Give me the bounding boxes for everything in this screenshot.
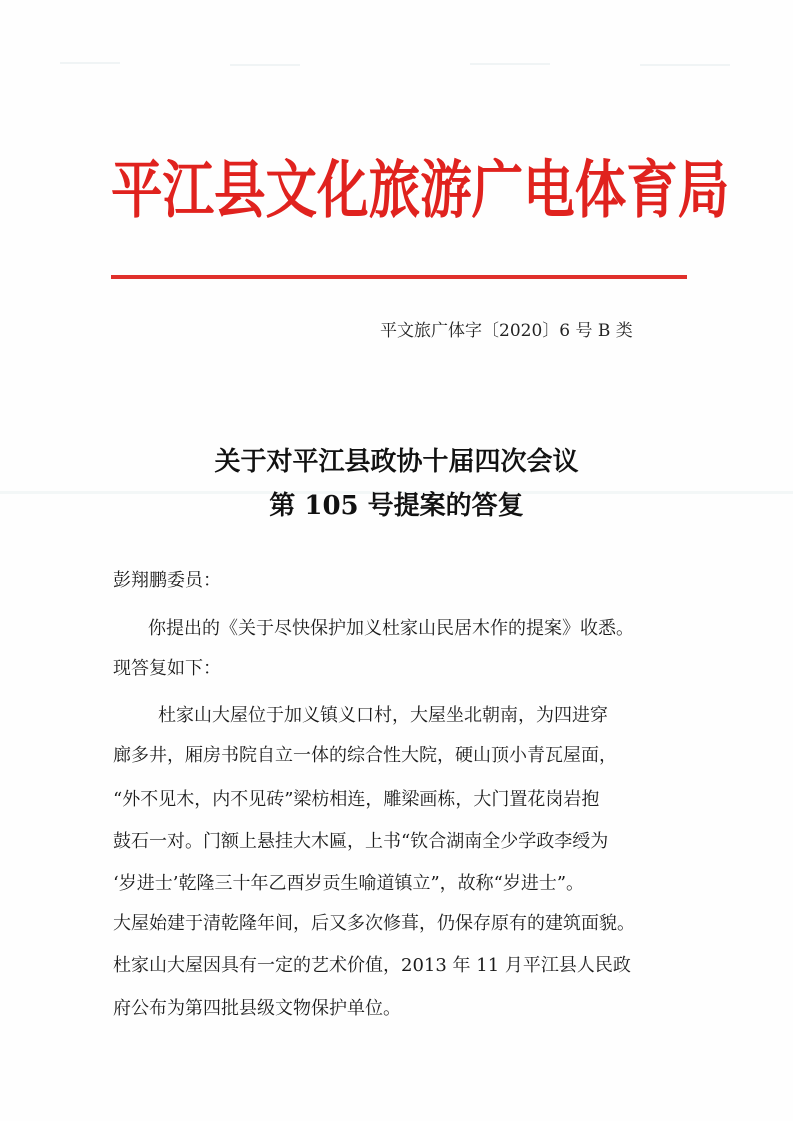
scan-artifact (230, 64, 300, 66)
body-line: 你提出的《关于尽快保护加义杜家山民居木作的提案》收悉。 (148, 618, 634, 639)
scan-artifact (470, 63, 550, 65)
scan-artifact (60, 62, 120, 64)
body-line: ‘岁进士’乾隆三十年乙酉岁贡生喻道镇立”，故称“岁进士”。 (113, 873, 585, 894)
body-line: “外不见木，内不见砖”梁枋相连，雕梁画栋，大门置花岗岩抱 (113, 789, 600, 810)
scan-artifact (640, 64, 730, 66)
body-line: 府公布为第四批县级文物保护单位。 (113, 998, 401, 1019)
body-line: 大屋始建于清乾隆年间，后又多次修葺，仍保存原有的建筑面貌。 (113, 913, 635, 934)
body-line: 杜家山大屋因具有一定的艺术价值，2013 年 11 月平江县人民政 (113, 955, 631, 976)
body-line: 现答复如下： (113, 658, 221, 679)
document-title-line-1: 关于对平江县政协十届四次会议 (214, 447, 579, 477)
body-line: 廊多井，厢房书院自立一体的综合性大院，硬山顶小青瓦屋面， (113, 745, 617, 766)
letterhead-title: 平江县文化旅游广电体育局 (111, 153, 730, 227)
letterhead-red-rule (111, 275, 687, 279)
document-title-line-2: 第 105 号提案的答复 (269, 491, 524, 521)
body-line: 杜家山大屋位于加义镇义口村，大屋坐北朝南，为四进穿 (158, 705, 608, 726)
salutation: 彭翔鹏委员： (113, 570, 221, 591)
document-number: 平文旅广体字〔2020〕6 号 B 类 (380, 321, 633, 341)
body-line: 鼓石一对。门额上悬挂大木匾，上书“钦合湖南全少学政李绶为 (113, 831, 609, 852)
